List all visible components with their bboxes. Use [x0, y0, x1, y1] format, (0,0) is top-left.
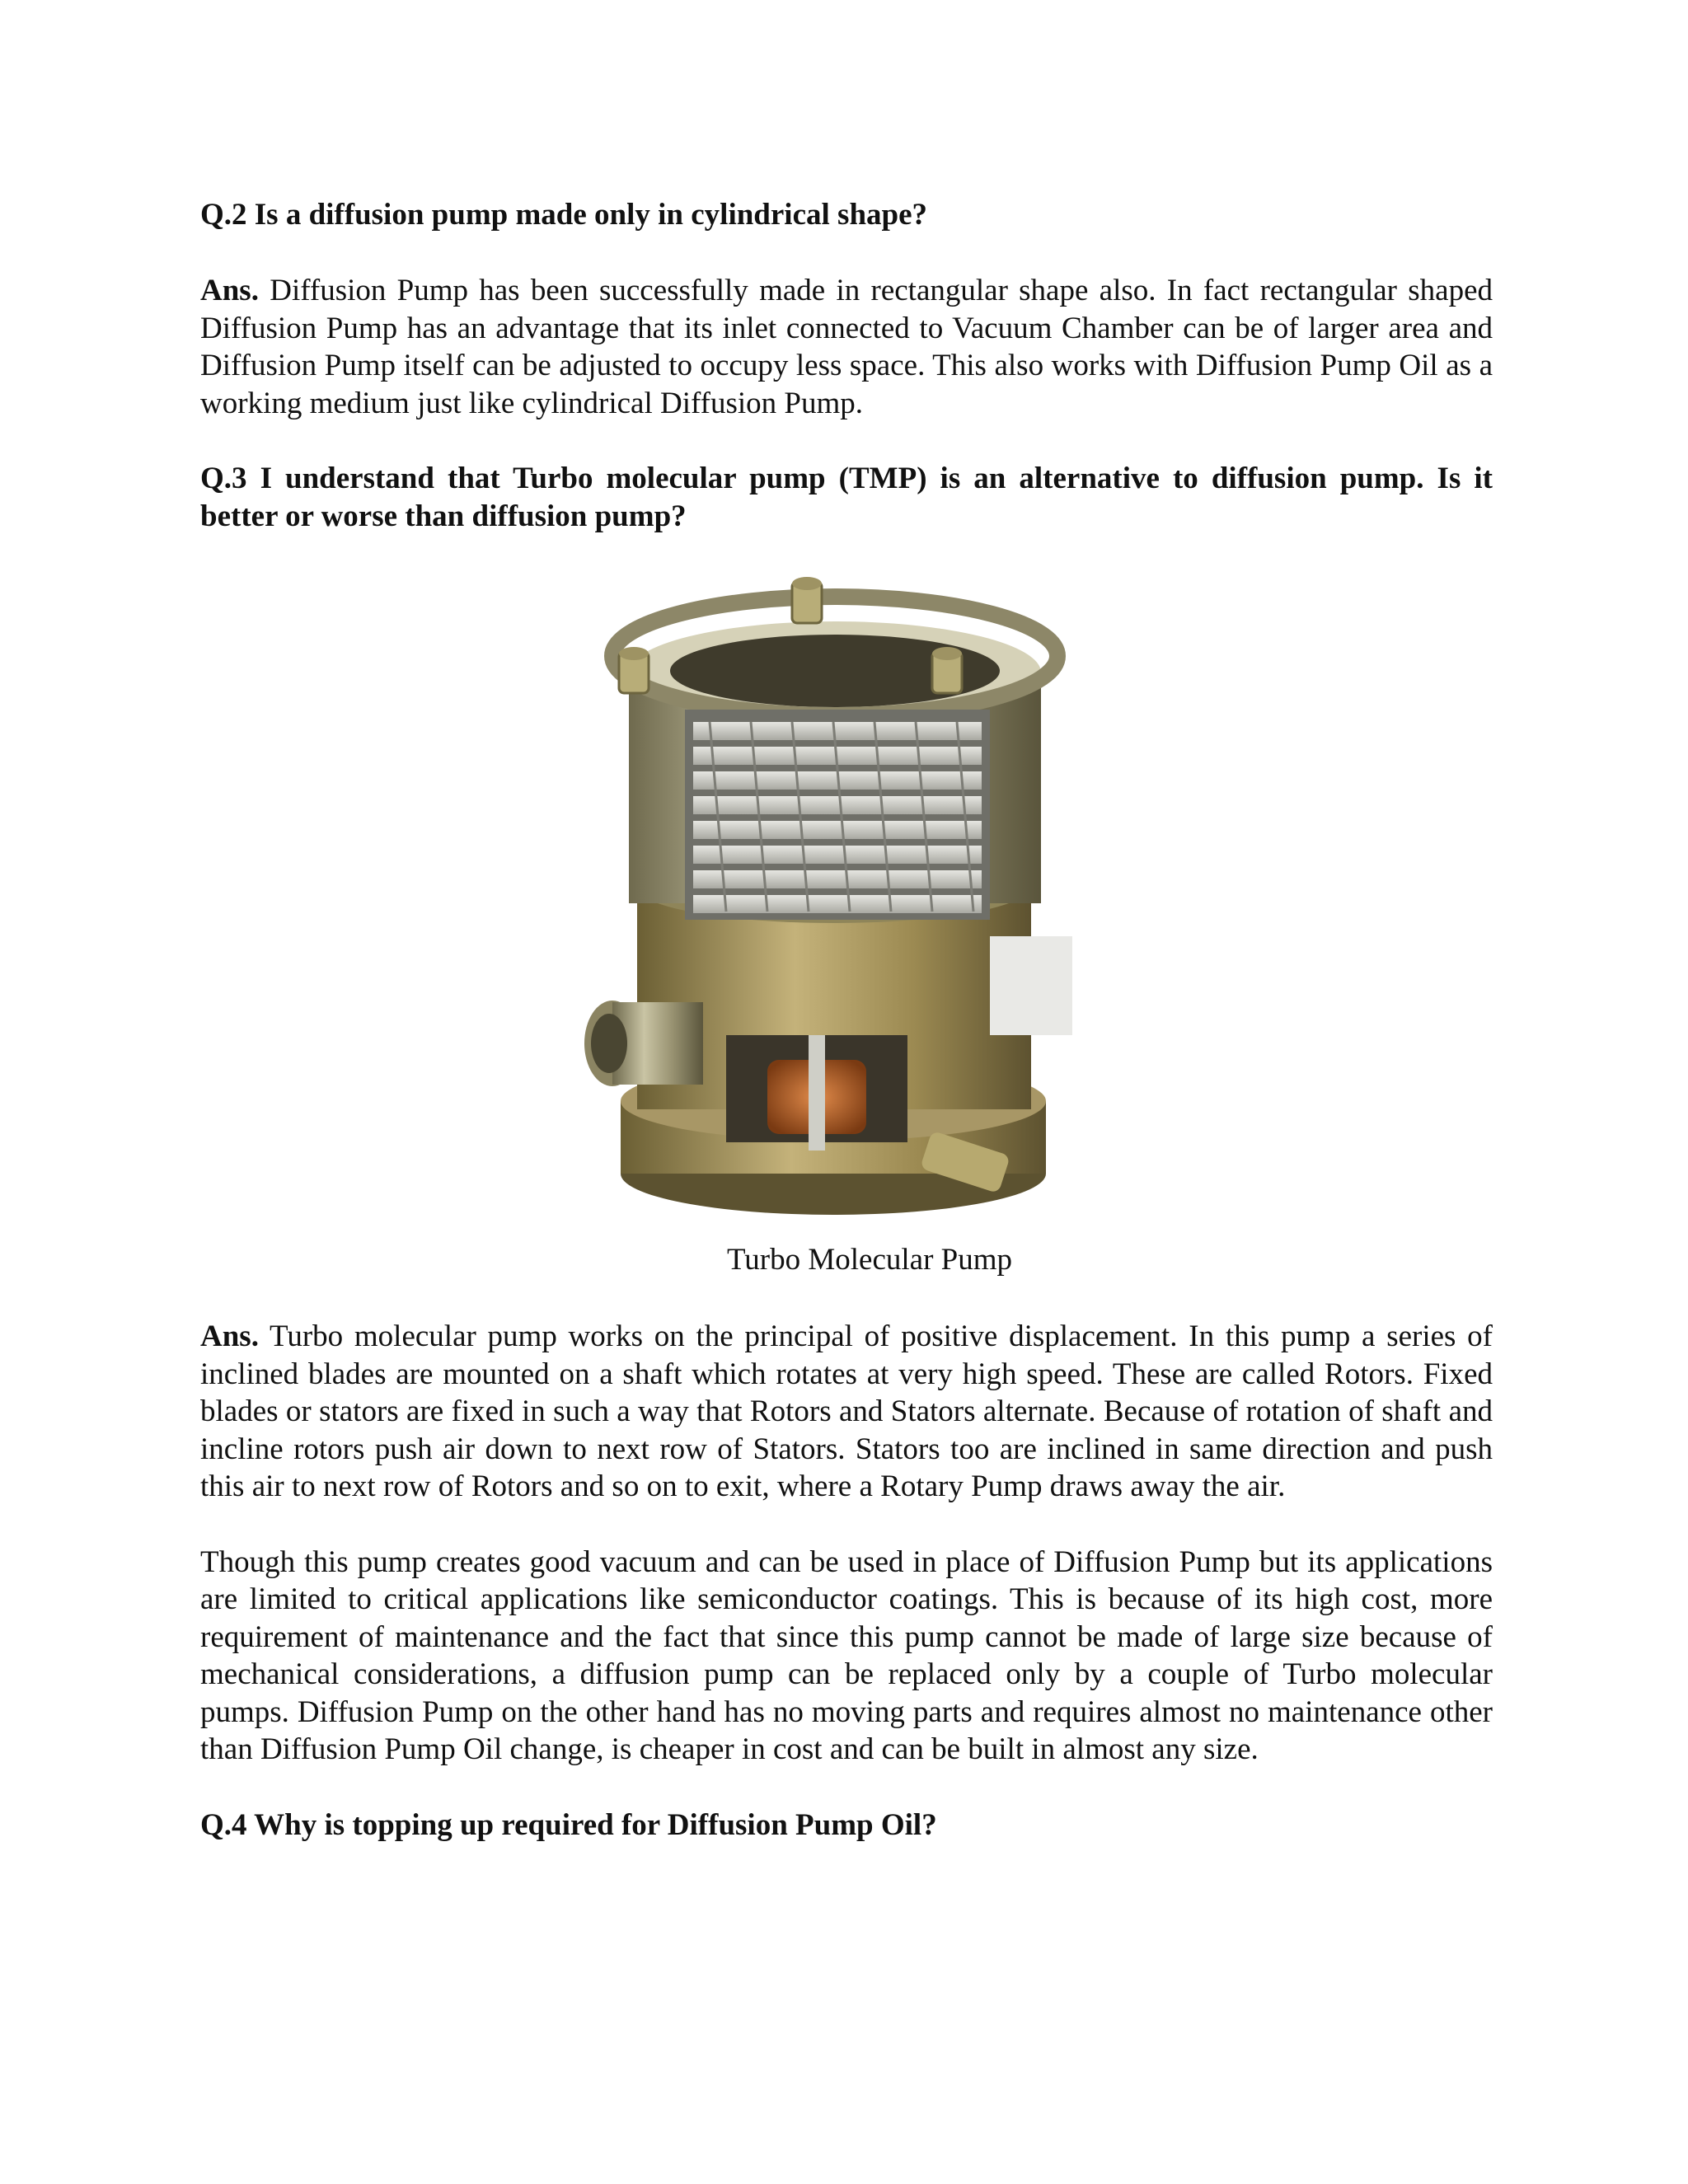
- answer-label: Ans.: [200, 274, 259, 307]
- answer-text: Turbo molecular pump works on the principal of positive displacement. In this pump a series of inclined blades are mounted on a shaft which rotates at very high speed. These are called Rotors. Fixed blades or stators are fixed in such a way that Rotors and Stators alternate. Because of rotation of shaft and incline rotors push air down to next row of Stators. Stators too are inclined in same direction and push this air to next row of Rotors and so on to exit, where a Rotary Pump draws away the air.: [200, 1319, 1493, 1503]
- turbo-molecular-pump-image: [561, 574, 1130, 1225]
- figure-caption: Turbo Molecular Pump: [726, 1243, 1013, 1277]
- question-3-heading: Q.3 I understand that Turbo molecular pump (TMP) is an alternative to diffusion pump. Is it better or worse than diffusion pump?: [200, 462, 1493, 533]
- page-content: [200, 196, 1493, 1844]
- question-2-answer: [200, 272, 1493, 422]
- question-4-heading: Q.4 Why is topping up required for Diffusion Pump Oil?: [200, 1807, 937, 1842]
- answer-text: Diffusion Pump has been successfully made in rectangular shape also. In fact rectangular shaped Diffusion Pump has an advantage that its inlet connected to Vacuum Chamber can be of larger area and Diffusion Pump itself can be adjusted to occupy less space. This also works with Diffusion Pump Oil as a working medium just like cylindrical Diffusion Pump.: [200, 274, 1493, 420]
- turbo-pump-figure: [200, 574, 1493, 1225]
- question-3-answer: [200, 1318, 1493, 1506]
- question-2-heading: Q.2 Is a diffusion pump made only in cylindrical shape?: [200, 198, 928, 232]
- question-3-answer-continued: Though this pump creates good vacuum and can be used in place of Diffusion Pump but its applications are limited to critical applications like semiconductor coatings. This is because of its high cost, more requirement of maintenance and the fact that since this pump cannot be made of large size because of mechanical considerations, a diffusion pump can be replaced only by a couple of Turbo molecular pumps. Diffusion Pump on the other hand has no moving parts and requires almost no maintenance other than Diffusion Pump Oil change, is cheaper in cost and can be built in almost any size.: [200, 1544, 1493, 1766]
- answer-label: Ans.: [200, 1319, 259, 1353]
